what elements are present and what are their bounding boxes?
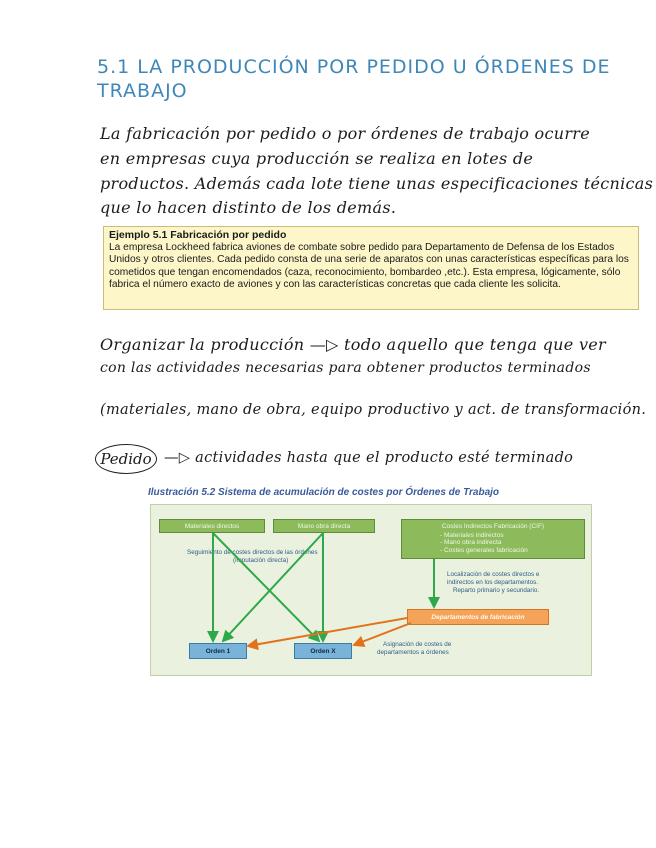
cif-item: - Materiales indirectos — [440, 531, 504, 539]
seguimiento-label-1: Seguimiento de costes directos de las órdenes — [187, 549, 318, 556]
example-body: La empresa Lockheed fabrica aviones de combate sobre pedido para Departamento de Defensa de los Estados Unidos y otros clientes. Cada pedido consta de una serie de aparatos con unas características específicas para los cometidos que tengan encomendados (caza, reconocimiento, bombardeo ,etc.). Esta empresa, lógicamente, sólo fabrica el número exacto de aviones y con las características concretas que cada cliente les solicita. — [109, 241, 629, 291]
intro-line: La fabricación por pedido o por órdenes de trabajo ocurre — [100, 124, 590, 143]
pedido-line: —▷ actividades hasta que el producto esté terminado — [164, 450, 574, 466]
intro-line: que lo hacen distinto de los demás. — [100, 198, 397, 217]
organize-line-2: con las actividades necesarias para obtener productos terminados — [100, 360, 591, 376]
localizacion-label-1: Localización de costes directos e — [447, 571, 540, 578]
example-title: Ejemplo 5.1 Fabricación por pedido — [109, 229, 287, 241]
materiales-directos-box: Materiales directos — [159, 519, 265, 533]
cif-item: - Costes generales fabricación — [440, 546, 528, 554]
materials-line: (materiales, mano de obra, equipo productivo y act. de transformación. — [100, 402, 647, 418]
diagram-arrows — [151, 505, 593, 677]
pedido-oval: Pedido — [95, 444, 157, 474]
localizacion-label-3: Reparto primario y secundario. — [453, 587, 540, 594]
localizacion-label-2: indirectos en los departamentos. — [447, 579, 539, 586]
asignacion-label-1: Asignación de costes de — [383, 641, 452, 648]
figure-caption: Ilustración 5.2 Sistema de acumulación de costes por Órdenes de Trabajo — [148, 487, 500, 498]
mano-obra-directa-box: Mano obra directa — [273, 519, 375, 533]
heading-line-1: 5.1 LA PRODUCCIÓN POR PEDIDO U ÓRDENES DE — [97, 56, 611, 78]
cost-accumulation-diagram — [150, 504, 592, 676]
arrow-manoobra-orden1 — [223, 533, 323, 641]
asignacion-label-2: departamentos a órdenes — [377, 649, 449, 656]
intro-line: productos. Además cada lote tiene unas especificaciones técnicas — [100, 174, 654, 193]
cif-item: - Mano obra indirecta — [440, 539, 502, 547]
arrow-materiales-ordenx — [213, 533, 319, 641]
orden-1-box: Orden 1 — [189, 643, 247, 659]
intro-line: en empresas cuya producción se realiza en lotes de — [100, 149, 534, 168]
organize-line-1: Organizar la producción —▷ todo aquello que tenga que ver — [100, 335, 606, 354]
seguimiento-label-2: (imputación directa) — [233, 557, 289, 564]
cif-title: Costes Indirectos Fabricación (CIF) — [441, 523, 545, 530]
arrow-dept-orden1 — [248, 618, 407, 646]
departamentos-box: Departamentos de fabricación — [407, 609, 549, 625]
example-box — [103, 226, 639, 310]
orden-x-box: Orden X — [294, 643, 352, 659]
heading-line-2: TRABAJO — [97, 80, 188, 102]
